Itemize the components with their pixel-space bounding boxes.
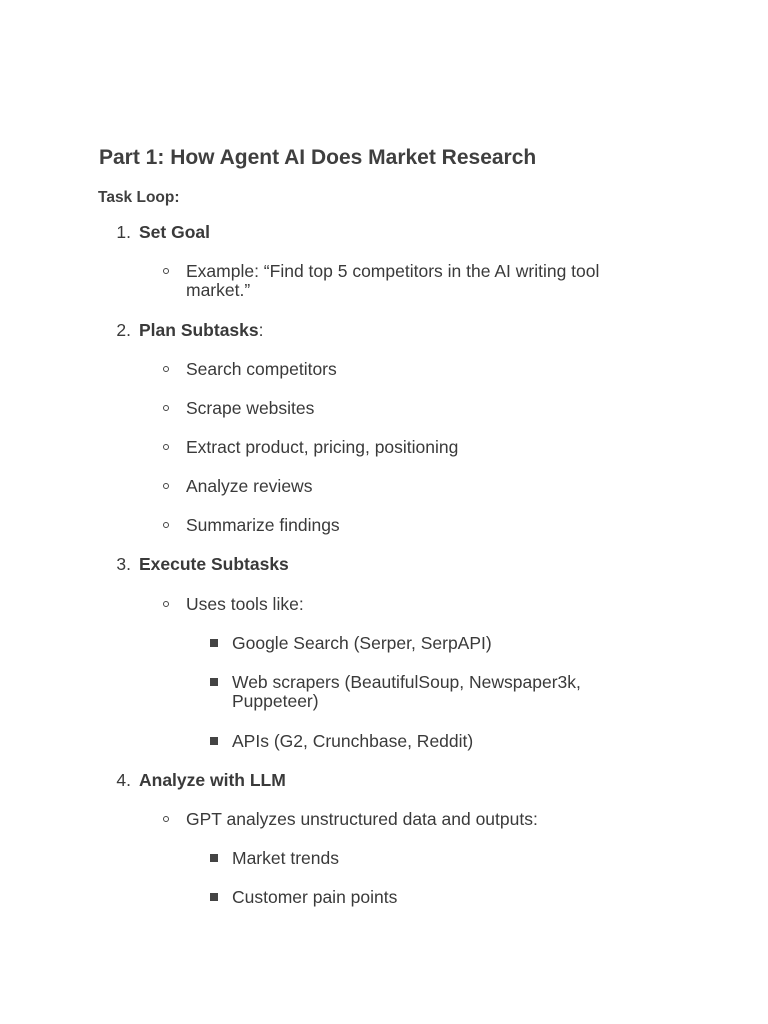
bullet-text: Uses tools like:: [186, 594, 304, 614]
step-number: 2.: [116, 320, 131, 340]
hollow-circle-bullet-icon: [163, 816, 169, 822]
filled-square-bullet-icon: [210, 854, 218, 862]
task-loop-label: Task Loop:: [98, 189, 180, 206]
hollow-circle-bullet-icon: [163, 483, 169, 489]
hollow-circle-bullet-icon: [163, 405, 169, 411]
step-title: [139, 771, 286, 790]
step-title: [139, 223, 210, 242]
step-title-suffix: :: [258, 320, 264, 340]
bullet-text: Search competitors: [186, 359, 337, 379]
filled-square-bullet-icon: [210, 639, 218, 647]
bullet-text: GPT analyzes unstructured data and outputs:: [186, 809, 538, 829]
sub-bullet-text: Google Search (Serper, SerpAPI): [232, 633, 492, 653]
hollow-circle-bullet-icon: [163, 366, 169, 372]
sub-bullet-text: Market trends: [232, 848, 339, 868]
hollow-circle-bullet-icon: [163, 444, 169, 450]
bullet-text: Scrape websites: [186, 398, 315, 418]
step-number: 1.: [116, 222, 131, 242]
step-title: [139, 321, 264, 340]
sub-bullet-text: Web scrapers (BeautifulSoup, Newspaper3k, Puppeteer): [232, 672, 581, 711]
filled-square-bullet-icon: [210, 737, 218, 745]
step-number: 3.: [116, 554, 131, 574]
step-title: [139, 555, 289, 574]
sub-bullet-text: APIs (G2, Crunchbase, Reddit): [232, 731, 474, 751]
filled-square-bullet-icon: [210, 893, 218, 901]
hollow-circle-bullet-icon: [163, 522, 169, 528]
sub-bullet-text: Customer pain points: [232, 887, 398, 907]
step-title-text: Set Goal: [139, 222, 210, 242]
hollow-circle-bullet-icon: [163, 601, 169, 607]
bullet-text: Extract product, pricing, positioning: [186, 437, 459, 457]
step-number: 4.: [116, 770, 131, 790]
page-title: Part 1: How Agent AI Does Market Research: [99, 146, 537, 169]
bullet-text: Analyze reviews: [186, 476, 313, 496]
hollow-circle-bullet-icon: [163, 268, 169, 274]
bullet-text: Example: “Find top 5 competitors in the AI writing tool market.”: [186, 261, 600, 300]
step-title-text: Analyze with LLM: [139, 770, 286, 790]
filled-square-bullet-icon: [210, 678, 218, 686]
step-title-text: Execute Subtasks: [139, 554, 289, 574]
bullet-text: Summarize findings: [186, 515, 340, 535]
step-title-text: Plan Subtasks: [139, 320, 259, 340]
